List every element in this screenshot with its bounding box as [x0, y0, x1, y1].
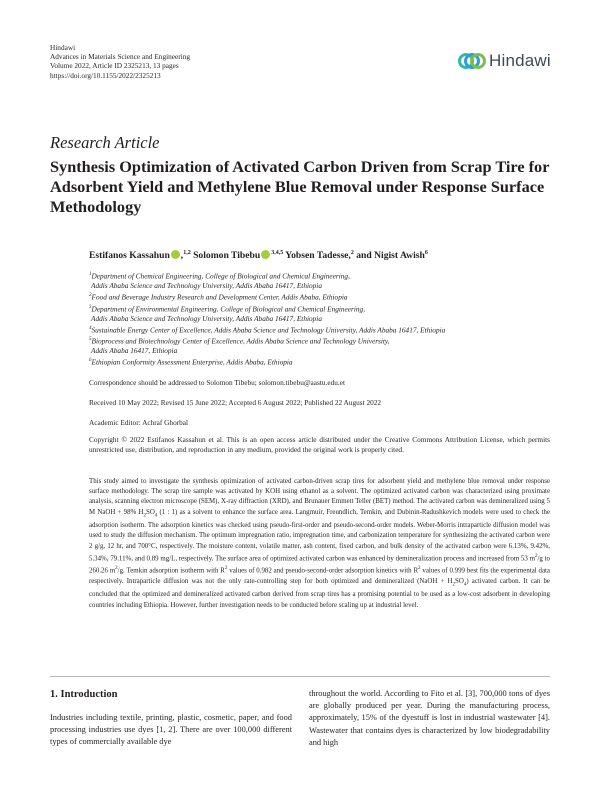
affiliation: $^6$Ethiopian Conformity Assessment Enterprise, Addis Ababa, Ethiopia: [89, 357, 293, 367]
affiliation: $^2$Food and Beverage Industry Research and Development Center, Addis Ababa, Ethiopia: [89, 292, 348, 302]
hindawi-logo-icon: [458, 49, 486, 73]
article-title: Synthesis Optimization of Activated Carbon Driven from Scrap Tire for Adsorbent Yield and Methylene Blue Removal under Response Surface Methodology: [50, 157, 550, 216]
author-name: Yobsen Tadesse,: [285, 250, 351, 262]
volume-line: Volume 2022, Article ID 2325213, 13 pages: [50, 61, 179, 71]
orcid-icon[interactable]: [261, 250, 270, 259]
affiliation: $^3$Department of Environmental Engineering, College of Biological and Chemical Engineering, Addis Ababa Science and Technology University, Addis Ababa 16417, Ethiopia: [89, 303, 366, 323]
intro-left-column: Industries including textile, printing, plastic, cosmetic, paper, and food processing industries use dyes [1, 2]. There are over 100,000 different types of commercially available dye: [50, 713, 292, 747]
author-name: and Nigist Awish: [356, 250, 425, 262]
journal-meta: [50, 43, 190, 80]
author-list: Estifanos Kassahun ,$^{1,2}$ Solomon Tibebu $^{3,4,5}$ Yobsen Tadesse,$^2$ and Nigist Awish$^6$: [89, 250, 428, 262]
logo-wordmark: Hindawi: [489, 51, 551, 70]
affiliation: $^1$Department of Chemical Engineering, College of Biological and Chemical Engineering, Addis Ababa Science and Technology University, Addis Ababa 16417, Ethiopia: [89, 271, 350, 291]
publisher-name: Hindawi: [50, 43, 76, 52]
copyright-notice: Copyright © 2022 Estifanos Kassahun et al. This is an open access article distributed under the Creative Commons Attribution License, which permits unrestricted use, distribution, and reproduction in any medium, provided the original work is properly cited.: [89, 435, 550, 454]
author-name: Solomon Tibebu: [193, 250, 261, 262]
journal-name: Advances in Materials Science and Engineering: [50, 52, 191, 62]
hindawi-logo[interactable]: [458, 46, 551, 76]
intro-right-column: throughout the world. According to Fito et al. [3], 700,000 tons of dyes are globally produced per year. During the manufacturing process, approximately, 15% of the dyestuff is lost in industrial wastewater [4]. Wastewater that contains dyes is characterized by low biodegradability and high: [309, 689, 550, 747]
section-divider: [50, 676, 550, 677]
academic-editor: Academic Editor: Achraf Ghorbal: [89, 418, 189, 427]
orcid-icon[interactable]: [171, 250, 180, 259]
author-name: Estifanos Kassahun: [89, 250, 170, 262]
affiliation: $^4$Sustainable Energy Center of Excellence, Addis Ababa Science and Technology University, Addis Ababa 16417, Ethiopia: [89, 325, 446, 335]
article-type: Research Article: [50, 133, 160, 152]
correspondence-line: Correspondence should be addressed to Solomon Tibebu; solomon.tibebu@aastu.edu.et: [89, 378, 345, 387]
affiliation: $^5$Bioprocess and Biotechnology Center of Excellence, Addis Ababa Science and Technology University, Addis Ababa 16417, Ethiopia: [89, 336, 390, 356]
affiliation-list: [89, 270, 559, 368]
doi-link[interactable]: https://doi.org/10.1155/2022/2325213: [50, 70, 161, 80]
abstract-text: This study aimed to investigate the synthesis optimization of activated carbon-driven scrap tires for adsorbent yield and methylene blue removal under response surface methodology. The scrap tire sample was activated by KOH using ethanol as a solvent. The optimized activated carbon was characterized using proximate analysis, scanning electron microscope (SEM), X-ray diffraction (XRD), and Brunauer Emmett Teller (BET) method. The activated carbon was demineralized using 5 M NaOH + 98% $H_2SO_4$ (1 : 1) as a solvent to enhance the surface area. Langmuir, Freundlich, Temkin, and Dubinin-Radushkevich models were used to check the adsorption isotherm. The adsorption kinetics was checked using pseudo-first-order and pseudo-second-order models. Weber-Morris intraparticle diffusion model was used to study the diffusion mechanism. The optimum impregnation ratio, impregnation time, and carbonization temperature for synthesizing the activated carbon were 2 g/g, 12 hr, and 700°C, respectively. The moisture content, volatile matter, ash content, fixed carbon, and bulk density of the activated carbon were 6.13%, 9.42%, 5.34%, 79.11%, and 0.89 mg/L, respectively. The surface area of optimized activated carbon was enhanced by demineralization process and increased from 53 $m^2/g$ to 260.26 $m^2/g$. Temkin adsorption isotherm with $R^2$ values of 0.982 and pseudo-second-order adsorption kinetics with $R^2$ values of 0.999 best fits the experimental data respectively. Intraparticle diffusion was not the only rate-controlling step for both optimized and demineralized (NaOH + $H_2SO_4$) activated carbon. It can be concluded that the optimized and demineralized activated carbon derived from scrap tires has a promising potential to be used as a low-cost adsorbent in developing countries including Ethiopia. However, further investigation needs to be conducted before scaling up at industrial level.: [89, 478, 550, 609]
article-dates: Received 10 May 2022; Revised 15 June 2022; Accepted 6 August 2022; Published 22 August 2022: [89, 398, 382, 407]
section-heading: 1. Introduction: [50, 689, 118, 700]
